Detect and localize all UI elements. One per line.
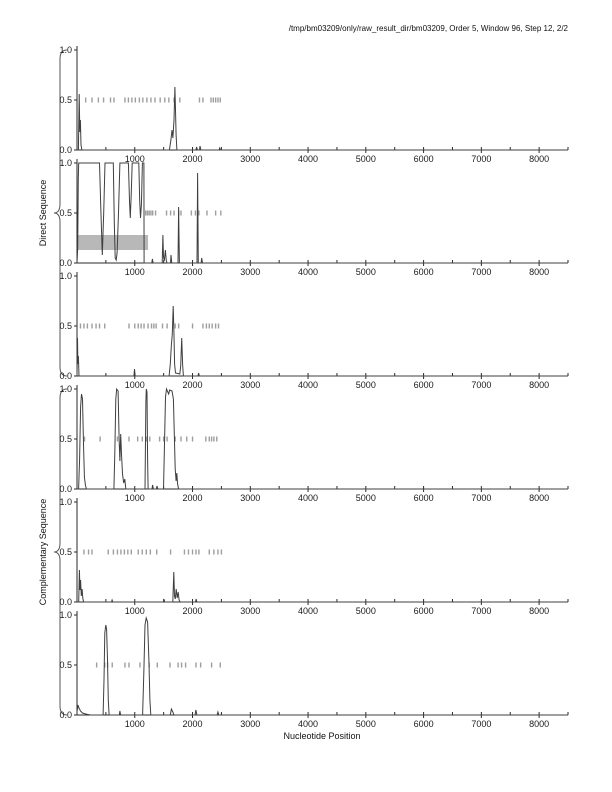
codon-marker <box>91 550 92 555</box>
codon-marker <box>220 98 221 103</box>
codon-marker <box>99 437 100 442</box>
codon-marker <box>209 437 210 442</box>
x-tick-label: 5000 <box>355 380 376 390</box>
codon-marker <box>91 324 92 329</box>
codon-marker <box>157 663 158 668</box>
codon-marker <box>140 324 141 329</box>
x-tick-label: 4000 <box>298 154 319 164</box>
codon-marker <box>138 324 139 329</box>
codon-marker <box>181 663 182 668</box>
x-tick-label: 4000 <box>298 606 319 616</box>
y-tick-label: 0.0 <box>59 710 72 720</box>
codon-marker <box>159 437 160 442</box>
codon-markers <box>85 98 221 103</box>
codon-marker <box>191 211 192 216</box>
x-tick-label: 4000 <box>298 267 319 277</box>
x-tick-label: 1000 <box>124 380 145 390</box>
codon-marker <box>184 550 185 555</box>
codon-marker <box>146 98 147 103</box>
x-tick-label: 3000 <box>240 493 261 503</box>
x-tick-label: 1000 <box>124 267 145 277</box>
codon-marker <box>159 98 160 103</box>
panel-direct-frame-2 <box>59 158 568 277</box>
codon-marker <box>211 437 212 442</box>
y-tick-label: 1.0 <box>59 158 72 168</box>
codon-marker <box>84 437 85 442</box>
codon-marker <box>178 324 179 329</box>
x-tick-label: 3000 <box>240 380 261 390</box>
codon-marker <box>135 98 136 103</box>
plot-title: /tmp/bm03209/only/raw_result_dir/bm03209, Order 5, Window 96, Step 12, 2/2 <box>288 24 568 33</box>
codon-marker <box>131 550 132 555</box>
codon-marker <box>195 211 196 216</box>
codon-marker <box>83 324 84 329</box>
x-tick-label: 1000 <box>124 606 145 616</box>
probability-curve <box>77 87 568 150</box>
codon-marker <box>215 211 216 216</box>
codon-marker <box>110 98 111 103</box>
x-tick-label: 8000 <box>529 267 550 277</box>
codon-marker <box>162 324 163 329</box>
y-tick-label: 0.0 <box>59 371 72 381</box>
codon-marker <box>185 663 186 668</box>
y-tick-label: 1.0 <box>59 610 72 620</box>
codon-marker <box>217 550 218 555</box>
probability-curve <box>77 306 568 376</box>
codon-marker <box>211 663 212 668</box>
codon-marker <box>220 211 221 216</box>
codon-marker <box>80 324 81 329</box>
codon-marker <box>96 663 97 668</box>
x-tick-label: 6000 <box>413 154 434 164</box>
x-tick-label: 7000 <box>471 267 492 277</box>
codon-marker <box>142 98 143 103</box>
y-tick-label: 1.0 <box>59 497 72 507</box>
x-tick-label: 8000 <box>529 154 550 164</box>
codon-marker <box>220 663 221 668</box>
y-tick-label: 0.5 <box>59 95 72 105</box>
x-tick-label: 5000 <box>355 267 376 277</box>
codon-marker <box>143 324 144 329</box>
codon-marker <box>210 98 211 103</box>
codon-marker <box>206 324 207 329</box>
codon-marker <box>83 550 84 555</box>
codon-marker <box>134 324 135 329</box>
codon-marker <box>199 98 200 103</box>
codon-marker <box>209 324 210 329</box>
codon-marker <box>124 550 125 555</box>
codon-marker <box>142 550 143 555</box>
x-tick-label: 3000 <box>240 606 261 616</box>
codon-marker <box>198 550 199 555</box>
codon-marker <box>142 437 143 442</box>
highlight-bar <box>77 235 148 250</box>
probability-curve <box>77 389 568 489</box>
codon-marker <box>166 324 167 329</box>
x-axis-title: Nucleotide Position <box>283 731 361 741</box>
panel-complementary-frame-3 <box>59 610 568 729</box>
codon-marker <box>166 211 167 216</box>
codon-marker <box>170 211 171 216</box>
codon-marker <box>128 324 129 329</box>
x-tick-label: 1000 <box>124 493 145 503</box>
codon-marker <box>188 550 189 555</box>
codon-marker <box>200 663 201 668</box>
x-tick-label: 2000 <box>182 380 203 390</box>
x-tick-label: 8000 <box>529 493 550 503</box>
x-tick-label: 1000 <box>124 154 145 164</box>
direct-sequence-label: Direct Sequence <box>38 179 48 247</box>
x-tick-label: 6000 <box>413 380 434 390</box>
codon-markers <box>80 324 219 329</box>
codon-marker <box>147 324 148 329</box>
x-tick-label: 7000 <box>471 719 492 729</box>
codon-markers <box>145 211 221 216</box>
x-tick-label: 4000 <box>298 380 319 390</box>
codon-marker <box>180 211 181 216</box>
x-tick-label: 2000 <box>182 154 203 164</box>
y-tick-label: 1.0 <box>59 45 72 55</box>
codon-marker <box>179 98 180 103</box>
x-tick-label: 5000 <box>355 719 376 729</box>
codon-marker <box>98 98 99 103</box>
codon-marker <box>175 324 176 329</box>
x-tick-label: 3000 <box>240 719 261 729</box>
codon-markers <box>83 550 222 555</box>
codon-marker <box>128 663 129 668</box>
codon-marker <box>155 324 156 329</box>
x-tick-label: 8000 <box>529 380 550 390</box>
codon-marker <box>145 211 146 216</box>
x-tick-label: 2000 <box>182 493 203 503</box>
codon-marker <box>152 211 153 216</box>
codon-marker <box>150 98 151 103</box>
x-tick-label: 4000 <box>298 493 319 503</box>
y-tick-label: 1.0 <box>59 384 72 394</box>
codon-marker <box>117 550 118 555</box>
codon-marker <box>153 324 154 329</box>
codon-marker <box>205 437 206 442</box>
codon-marker <box>128 98 129 103</box>
x-tick-label: 2000 <box>182 719 203 729</box>
codon-marker <box>186 437 187 442</box>
codon-marker <box>202 98 203 103</box>
codon-marker <box>168 98 169 103</box>
x-tick-label: 2000 <box>182 267 203 277</box>
codon-marker <box>215 98 216 103</box>
x-tick-label: 5000 <box>355 154 376 164</box>
codon-marker <box>151 324 152 329</box>
codon-marker <box>218 324 219 329</box>
codon-marker <box>128 437 129 442</box>
y-tick-label: 0.0 <box>59 145 72 155</box>
codon-marker <box>124 663 125 668</box>
codon-marker <box>147 211 148 216</box>
codon-marker <box>149 211 150 216</box>
codon-marker <box>149 437 150 442</box>
codon-marker <box>85 98 86 103</box>
codon-marker <box>150 550 151 555</box>
x-tick-label: 6000 <box>413 606 434 616</box>
codon-marker <box>192 324 193 329</box>
codon-marker <box>195 663 196 668</box>
x-tick-label: 7000 <box>471 493 492 503</box>
codon-marker <box>206 211 207 216</box>
codon-marker <box>177 663 178 668</box>
codon-marker <box>91 98 92 103</box>
complementary-sequence-label: Complementary Sequence <box>38 498 48 606</box>
codon-marker <box>146 550 147 555</box>
probability-curve <box>77 570 568 602</box>
x-tick-label: 8000 <box>529 719 550 729</box>
codon-marker <box>103 98 104 103</box>
y-tick-label: 0.0 <box>59 484 72 494</box>
codon-marker <box>124 98 125 103</box>
codon-marker <box>156 550 157 555</box>
codon-marker <box>180 437 181 442</box>
codon-marker <box>117 437 118 442</box>
codon-marker <box>139 663 140 668</box>
y-tick-label: 1.0 <box>59 271 72 281</box>
codon-marker <box>154 98 155 103</box>
codon-marker <box>166 437 167 442</box>
codon-marker <box>155 211 156 216</box>
x-tick-label: 7000 <box>471 380 492 390</box>
codon-marker <box>164 98 165 103</box>
x-tick-label: 2000 <box>182 606 203 616</box>
panel-direct-frame-3 <box>59 271 568 390</box>
codon-markers <box>96 663 221 668</box>
codon-marker <box>215 324 216 329</box>
codon-marker <box>213 98 214 103</box>
codon-markers <box>84 437 218 442</box>
codon-marker <box>216 437 217 442</box>
codon-marker <box>113 550 114 555</box>
codon-marker <box>131 98 132 103</box>
x-tick-label: 6000 <box>413 719 434 729</box>
codon-marker <box>137 437 138 442</box>
x-tick-label: 7000 <box>471 154 492 164</box>
codon-marker <box>107 550 108 555</box>
codon-marker <box>211 324 212 329</box>
codon-marker <box>169 663 170 668</box>
x-tick-label: 6000 <box>413 493 434 503</box>
panel-direct-frame-1 <box>59 45 568 164</box>
codon-marker <box>138 550 139 555</box>
y-tick-label: 0.5 <box>59 434 72 444</box>
x-tick-label: 5000 <box>355 606 376 616</box>
codon-marker <box>88 550 89 555</box>
y-tick-label: 0.5 <box>59 660 72 670</box>
x-tick-label: 3000 <box>240 267 261 277</box>
codon-marker <box>173 211 174 216</box>
codon-marker <box>209 550 210 555</box>
codon-marker <box>99 324 100 329</box>
codon-marker <box>150 211 151 216</box>
codon-marker <box>221 550 222 555</box>
panel-complementary-frame-2 <box>59 497 568 616</box>
codon-marker <box>112 663 113 668</box>
codon-marker <box>192 550 193 555</box>
probability-curve <box>77 618 568 715</box>
codon-marker <box>217 98 218 103</box>
codon-marker <box>192 437 193 442</box>
codon-marker <box>127 550 128 555</box>
x-tick-label: 8000 <box>529 606 550 616</box>
codon-marker <box>113 98 114 103</box>
codon-marker <box>213 550 214 555</box>
codon-marker <box>202 324 203 329</box>
x-tick-label: 5000 <box>355 493 376 503</box>
y-tick-label: 0.5 <box>59 321 72 331</box>
y-tick-label: 0.0 <box>59 258 72 268</box>
y-tick-label: 0.0 <box>59 597 72 607</box>
codon-marker <box>95 324 96 329</box>
codon-marker <box>213 437 214 442</box>
y-tick-label: 0.5 <box>59 208 72 218</box>
x-tick-label: 1000 <box>124 719 145 729</box>
x-tick-label: 6000 <box>413 267 434 277</box>
y-tick-label: 0.5 <box>59 547 72 557</box>
codon-marker <box>87 324 88 329</box>
codon-marker <box>120 550 121 555</box>
x-tick-label: 3000 <box>240 154 261 164</box>
codon-marker <box>139 98 140 103</box>
codon-marker <box>195 550 196 555</box>
x-tick-label: 4000 <box>298 719 319 729</box>
codon-marker <box>170 550 171 555</box>
x-tick-label: 7000 <box>471 606 492 616</box>
panel-complementary-frame-1 <box>59 384 568 503</box>
codon-marker <box>104 324 105 329</box>
